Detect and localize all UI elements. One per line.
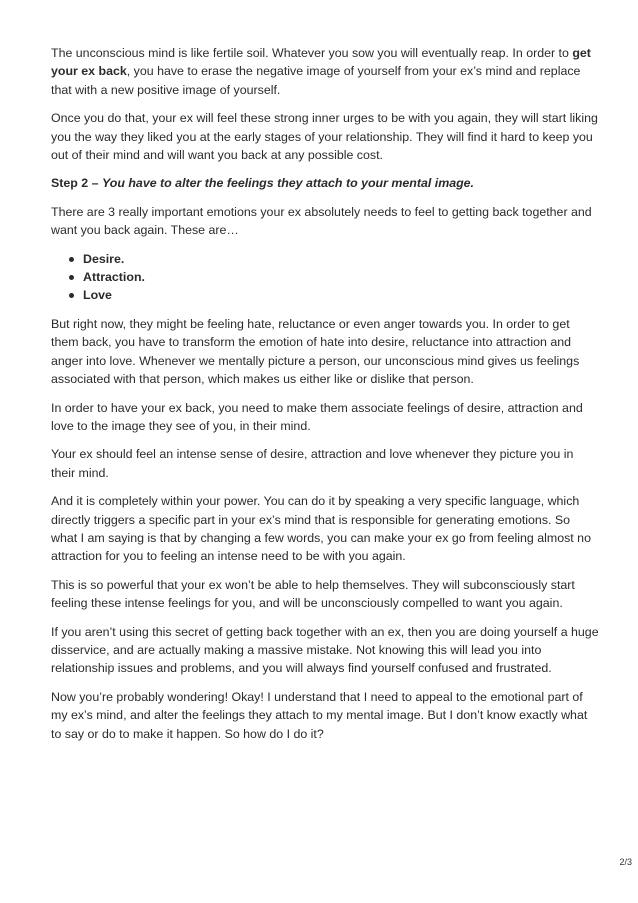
paragraph-8: This is so powerful that your ex won’t be able to help themselves. They will subconsciously start feeling these intense feelings for you, and will be unconsciously compelled to want you again. xyxy=(51,577,575,611)
paragraph-7: And it is completely within your power. You can do it by speaking a very specific language, which directly triggers a specific part in your ex’s mind that is responsible for generating emotions. So what I am saying is that by changing a few words, you can make your ex go from feeling almost no attraction for you to feeling an intense need to be with you again. xyxy=(51,494,591,564)
step-2-label: Step 2 – xyxy=(51,176,102,191)
paragraph-1 xyxy=(51,44,599,99)
paragraph-2: Once you do that, your ex will feel these strong inner urges to be with you again, they will start liking you the way they liked you at the early stages of your relationship. They will find it hard to keep you out of their mind and will want you back at any possible cost. xyxy=(51,111,598,163)
list-item: Attraction. xyxy=(83,268,599,286)
paragraph-1-text-c: , you have to erase the negative image of yourself from your ex’s mind and replace that with a new positive image of yourself. xyxy=(51,64,581,97)
paragraph-5: In order to have your ex back, you need to make them associate feelings of desire, attraction and love to the image they see of you, in their mind. xyxy=(51,400,583,433)
paragraph-9: If you aren’t using this secret of getting back together with an ex, then you are doing yourself a huge disservice, and are actually making a massive mistake. Not knowing this will lead you into relationship issues and problems, and you will always find yourself confused and frustrated. xyxy=(51,624,599,676)
list-item: Desire. xyxy=(83,250,599,268)
paragraph-10: Now you’re probably wondering! Okay! I understand that I need to appeal to the emotional part of my ex’s mind, and alter the feelings they attach to my mental image. But I don’t know exactly what to say or do to make it happen. So how do I do it? xyxy=(51,689,588,741)
paragraph-1-text-a: The unconscious mind is like fertile soil. Whatever you sow you will eventually reap. In order to xyxy=(51,46,573,60)
paragraph-1-bold-phrase: get your ex back xyxy=(51,46,591,79)
list-item: Love xyxy=(83,286,599,304)
emotions-list xyxy=(51,250,599,305)
paragraph-6: Your ex should feel an intense sense of desire, attraction and love whenever they picture you in their mind. xyxy=(51,447,574,480)
document-body xyxy=(51,44,599,753)
paragraph-4: But right now, they might be feeling hate, reluctance or even anger towards you. In order to get them back, you have to transform the emotion of hate into desire, reluctance into attraction and anger into love. Whenever we mentally picture a person, our unconscious mind gives us feelings associated with that person, which makes us either like or dislike that person. xyxy=(51,316,580,387)
page-number: 2/3 xyxy=(619,857,632,867)
step-2-heading xyxy=(51,174,599,192)
step-2-text: You have to alter the feelings they attach to your mental image. xyxy=(101,176,475,191)
paragraph-3: There are 3 really important emotions your ex absolutely needs to feel to getting back together and want you back again. These are… xyxy=(51,204,592,238)
